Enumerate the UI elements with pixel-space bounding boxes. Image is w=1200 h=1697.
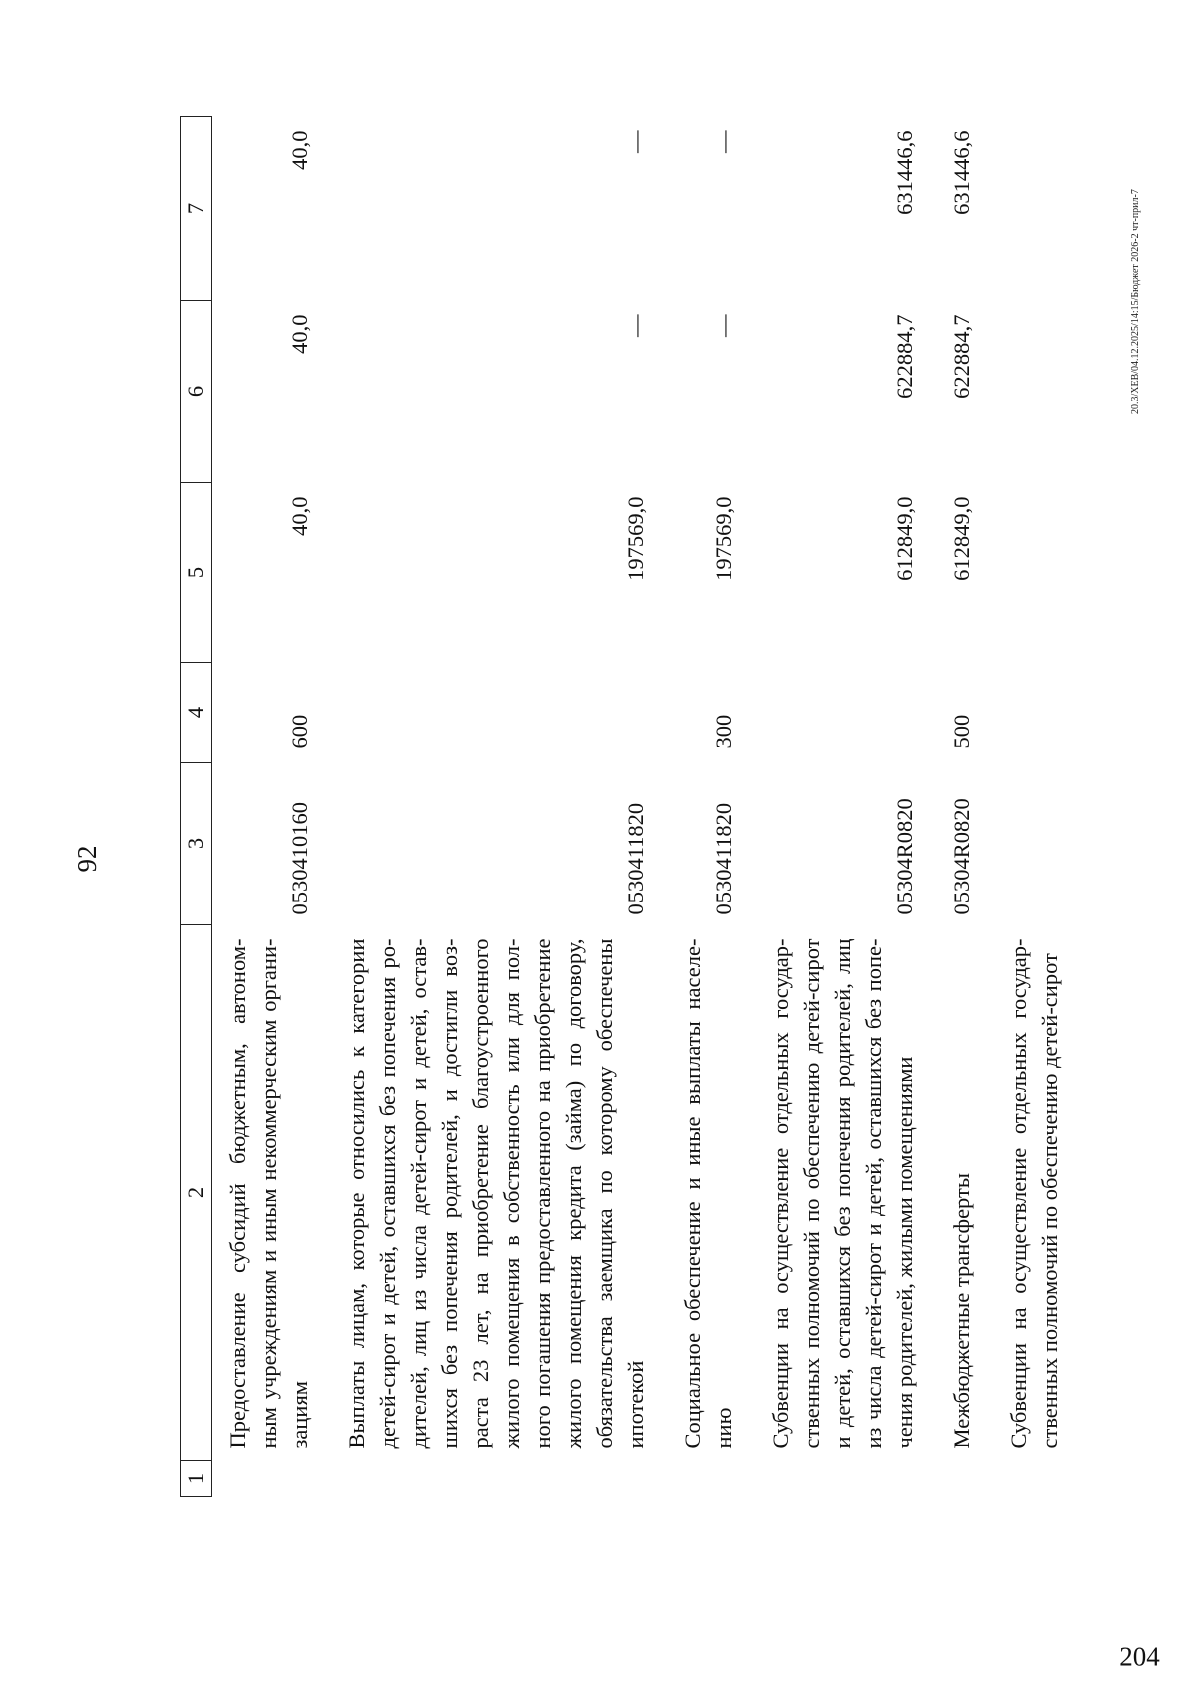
column-header: 4	[181, 663, 212, 763]
row-value-col5: 197569,0	[623, 496, 648, 581]
table-row	[331, 117, 667, 1497]
row-value-col5: 197569,0	[711, 496, 736, 581]
column-header: 2	[181, 925, 212, 1461]
row-value-col6: 622884,7	[892, 314, 917, 399]
budget-table	[180, 116, 1065, 1497]
row-value-col7	[993, 117, 1065, 301]
row-value-col7: 631446,6	[892, 130, 917, 215]
row-value-col7: 631446,6	[949, 130, 974, 215]
row-value-col6: 40,0	[287, 314, 312, 354]
document-stamp: 20.3/XEB/04.12.2025/14:15/Бюджет 2026-2 чт-прил-7	[1130, 189, 1141, 414]
table-row	[993, 117, 1065, 1497]
row-value-col5	[993, 483, 1065, 663]
column-header: 7	[181, 117, 212, 301]
row-code	[993, 763, 1065, 925]
row-value-col6: 622884,7	[949, 314, 974, 399]
row-value-col5: 612849,0	[949, 496, 974, 581]
row-value-col7: —	[711, 130, 736, 153]
row-name: Субвенции на осуществление отдельных государ- ственных полномочий по обеспечению детей-сирот и детей, оставшихся без попечения родителей, лиц из числа детей-сирот и детей, оставшихся без попе- чения родителей, жилыми помещениями	[768, 938, 917, 1449]
row-expense-type: 300	[711, 714, 736, 749]
row-code: 0530411820	[711, 802, 736, 915]
row-value-col7: 40,0	[287, 130, 312, 170]
row-value-col5: 40,0	[287, 496, 312, 536]
row-expense-type: 500	[949, 714, 974, 749]
row-expense-type	[993, 663, 1065, 763]
column-header: 6	[181, 301, 212, 483]
row-code: 0530410160	[287, 802, 312, 915]
table-row	[212, 117, 332, 1497]
row-code: 0530411820	[623, 802, 648, 915]
table-row	[936, 117, 993, 1497]
column-header: 1	[181, 1461, 212, 1497]
row-value-col6: —	[711, 314, 736, 337]
row-expense-type: 600	[287, 714, 312, 749]
row-expense-type	[755, 663, 936, 763]
column-header-row	[181, 117, 212, 1497]
sheet-number: 204	[1119, 1641, 1160, 1672]
row-value-col6: —	[623, 314, 648, 337]
row-value-col6	[993, 301, 1065, 483]
row-expense-type	[331, 663, 667, 763]
table-row	[667, 117, 755, 1497]
column-header: 5	[181, 483, 212, 663]
row-value-col7: —	[623, 130, 648, 153]
row-name: Предоставление субсидий бюджетным, автоном- ным учреждениям и иным некоммерческим органи- зациям	[225, 938, 312, 1449]
row-name: Межбюджетные трансферты	[949, 1173, 974, 1449]
row-code: 05304R0820	[949, 798, 974, 915]
column-header: 3	[181, 763, 212, 925]
row-name: Субвенции на осуществление отдельных государ- ственных полномочий по обеспечению детей-сирот	[1006, 938, 1062, 1449]
row-value-col5: 612849,0	[892, 496, 917, 581]
table-row	[755, 117, 936, 1497]
row-code: 05304R0820	[892, 798, 917, 915]
row-name: Социальное обеспечение и иные выплаты населе- нию	[680, 938, 736, 1449]
row-name: Выплаты лицам, которые относились к категории детей-сирот и детей, оставшихся без попечения ро- дителей, лиц из числа детей-сирот и детей, остав- шихся без попечения родителей, и достигли воз- раста 23 лет, на приобретение благоустроенного жилого помещения в собственность или для пол- ного погашения предоставленного на приобретение жилого помещения кредита (займа) по договору, обязательства заемщика по которому обеспечены ипотекой	[344, 938, 648, 1449]
page-number: 92	[72, 845, 102, 873]
